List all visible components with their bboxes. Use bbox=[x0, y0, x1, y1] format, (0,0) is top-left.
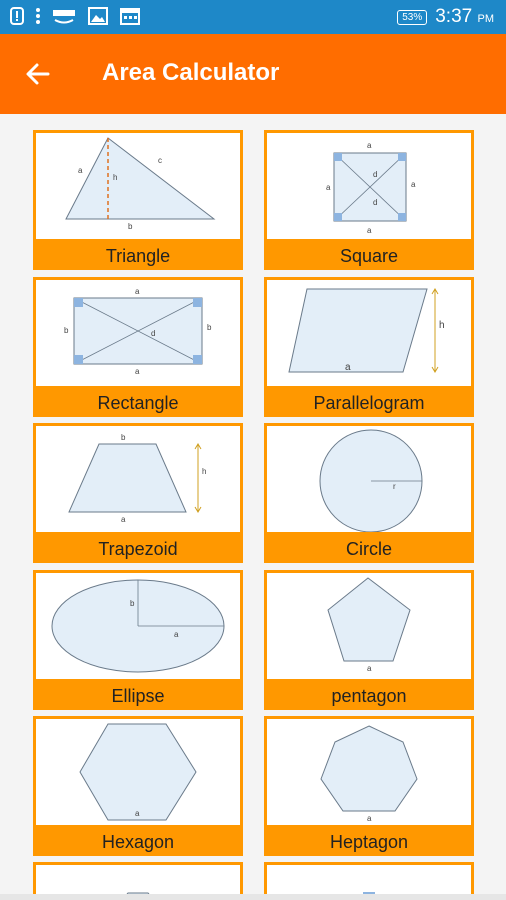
square-corner-marker bbox=[334, 213, 342, 221]
rectangle-label-b: b bbox=[64, 326, 69, 335]
overflow-dots-icon bbox=[36, 7, 40, 25]
rectangle-label-d: d bbox=[151, 329, 156, 338]
trapezoid-label-b: b bbox=[121, 433, 126, 442]
app-bar bbox=[0, 34, 506, 114]
square-corner-marker bbox=[398, 153, 406, 161]
triangle-label-a: a bbox=[78, 166, 83, 175]
parallelogram-shape bbox=[289, 289, 427, 372]
rectangle-label-b-right: b bbox=[207, 323, 212, 332]
shape-card-trapezoid[interactable] bbox=[33, 423, 243, 563]
hexagon-shape bbox=[80, 724, 196, 820]
pentagon-label-a: a bbox=[367, 664, 372, 673]
square-label-a: a bbox=[367, 141, 372, 150]
parallelogram-diagram bbox=[267, 280, 471, 387]
shape-label-square: Square bbox=[267, 239, 471, 267]
trapezoid-shape bbox=[69, 444, 186, 512]
rectangle-corner-marker bbox=[193, 355, 202, 364]
square-label-a-bottom: a bbox=[367, 226, 372, 235]
clock-time: 3:37 bbox=[435, 6, 473, 27]
shape-label-circle: Circle bbox=[267, 532, 471, 560]
shape-label-rectangle: Rectangle bbox=[36, 386, 240, 414]
parallelogram-label-h: h bbox=[439, 320, 445, 331]
shape-label-parallelogram: Parallelogram bbox=[267, 386, 471, 414]
ellipse-label-b: b bbox=[130, 599, 135, 608]
shape-card-square[interactable] bbox=[264, 130, 474, 270]
triangle-label-c: c bbox=[158, 156, 162, 165]
shape-card-partial-right[interactable] bbox=[264, 862, 474, 894]
shape-card-heptagon[interactable] bbox=[264, 716, 474, 856]
shape-label-heptagon: Heptagon bbox=[267, 825, 471, 853]
shape-label-trapezoid: Trapezoid bbox=[36, 532, 240, 560]
partial-shape-diagram bbox=[36, 865, 240, 894]
heptagon-shape bbox=[321, 726, 417, 811]
navigation-bar bbox=[0, 894, 506, 900]
status-bar-left bbox=[10, 7, 140, 25]
shape-card-rectangle[interactable] bbox=[33, 277, 243, 417]
rectangle-label-a-bottom: a bbox=[135, 367, 140, 376]
rectangle-label-a: a bbox=[135, 287, 140, 296]
parallelogram-label-a: a bbox=[345, 362, 351, 373]
square-label-d-2: d bbox=[373, 198, 378, 207]
clock-ampm: PM bbox=[477, 13, 494, 25]
trapezoid-label-h: h bbox=[202, 467, 207, 476]
rectangle-diagram bbox=[36, 280, 240, 387]
square-label-d: d bbox=[373, 170, 378, 179]
ellipse-diagram bbox=[36, 573, 240, 680]
heptagon-diagram bbox=[267, 719, 471, 826]
clock bbox=[435, 6, 494, 28]
shape-card-ellipse[interactable] bbox=[33, 570, 243, 710]
notification-icon bbox=[10, 7, 24, 25]
square-diagram bbox=[267, 133, 471, 240]
status-bar-right bbox=[397, 6, 494, 28]
pentagon-diagram bbox=[267, 573, 471, 680]
heptagon-label-a: a bbox=[367, 814, 372, 823]
trapezoid-diagram bbox=[36, 426, 240, 533]
shape-label-pentagon: pentagon bbox=[267, 679, 471, 707]
circle-label-r: r bbox=[393, 482, 396, 491]
circle-diagram bbox=[267, 426, 471, 533]
triangle-label-h: h bbox=[113, 173, 118, 182]
pentagon-shape bbox=[328, 578, 410, 661]
rectangle-corner-marker bbox=[74, 355, 83, 364]
ellipse-label-a: a bbox=[174, 630, 179, 639]
shape-label-ellipse: Ellipse bbox=[36, 679, 240, 707]
partial-shape-diagram-2 bbox=[267, 865, 471, 894]
hexagon-label-a: a bbox=[135, 809, 140, 818]
shape-grid bbox=[0, 114, 506, 894]
triangle-shape bbox=[66, 138, 214, 219]
shape-card-triangle[interactable] bbox=[33, 130, 243, 270]
shape-card-parallelogram[interactable] bbox=[264, 277, 474, 417]
shape-label-triangle: Triangle bbox=[36, 239, 240, 267]
calendar-icon bbox=[120, 7, 140, 25]
rectangle-corner-marker bbox=[193, 298, 202, 307]
shape-card-pentagon[interactable] bbox=[264, 570, 474, 710]
page-title: Area Calculator bbox=[102, 59, 280, 86]
amazon-icon bbox=[52, 7, 76, 25]
shape-card-partial-left[interactable] bbox=[33, 862, 243, 894]
triangle-diagram bbox=[36, 133, 240, 240]
shape-card-circle[interactable] bbox=[264, 423, 474, 563]
triangle-label-b: b bbox=[128, 222, 133, 231]
square-label-a-right: a bbox=[411, 180, 416, 189]
square-corner-marker bbox=[398, 213, 406, 221]
square-corner-marker bbox=[334, 153, 342, 161]
status-bar bbox=[0, 0, 506, 34]
hexagon-diagram bbox=[36, 719, 240, 826]
shape-card-hexagon[interactable] bbox=[33, 716, 243, 856]
square-label-a-left: a bbox=[326, 183, 331, 192]
battery-indicator: 53% bbox=[397, 10, 427, 25]
rectangle-corner-marker bbox=[74, 298, 83, 307]
trapezoid-label-a: a bbox=[121, 515, 126, 524]
shape-label-hexagon: Hexagon bbox=[36, 825, 240, 853]
image-icon bbox=[88, 7, 108, 25]
arrow-left-icon[interactable] bbox=[24, 60, 52, 88]
